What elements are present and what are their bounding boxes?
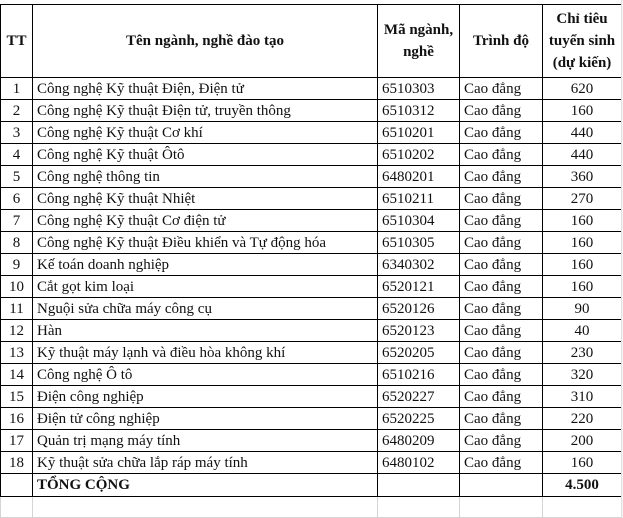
program-code-cell[interactable]: 6480209 bbox=[378, 430, 460, 452]
row-number-cell[interactable]: 3 bbox=[1, 122, 33, 144]
table-row bbox=[1, 386, 622, 408]
header-code[interactable]: Mã ngành, nghề bbox=[378, 5, 460, 78]
level-cell[interactable]: Cao đẳng bbox=[460, 276, 543, 298]
empty-cell[interactable] bbox=[543, 497, 622, 518]
table-row bbox=[1, 100, 622, 122]
program-code-cell[interactable]: 6520121 bbox=[378, 276, 460, 298]
total-label-cell[interactable]: TỔNG CỘNG bbox=[33, 474, 378, 497]
table-row bbox=[1, 210, 622, 232]
table-row bbox=[1, 364, 622, 386]
program-name-cell[interactable]: Công nghệ Ô tô bbox=[33, 364, 378, 386]
program-code-cell[interactable]: 6520126 bbox=[378, 298, 460, 320]
row-number-cell[interactable]: 8 bbox=[1, 232, 33, 254]
quota-cell[interactable]: 220 bbox=[543, 408, 622, 430]
program-name-cell[interactable]: Công nghệ Kỹ thuật Điều khiển và Tự động hóa bbox=[33, 232, 378, 254]
quota-cell[interactable]: 160 bbox=[543, 210, 622, 232]
program-code-cell[interactable]: 6510216 bbox=[378, 364, 460, 386]
quota-cell[interactable]: 90 bbox=[543, 298, 622, 320]
level-cell[interactable]: Cao đẳng bbox=[460, 144, 543, 166]
level-cell[interactable]: Cao đẳng bbox=[460, 232, 543, 254]
row-number-cell[interactable]: 7 bbox=[1, 210, 33, 232]
program-name-cell[interactable]: Công nghệ Kỹ thuật Cơ khí bbox=[33, 122, 378, 144]
row-number-cell[interactable]: 1 bbox=[1, 78, 33, 100]
quota-cell[interactable]: 230 bbox=[543, 342, 622, 364]
program-code-cell[interactable]: 6520225 bbox=[378, 408, 460, 430]
level-cell[interactable]: Cao đẳng bbox=[460, 298, 543, 320]
quota-cell[interactable]: 160 bbox=[543, 232, 622, 254]
row-number-cell[interactable]: 2 bbox=[1, 100, 33, 122]
program-name-cell[interactable]: Công nghệ thông tin bbox=[33, 166, 378, 188]
header-name[interactable]: Tên ngành, nghề đào tạo bbox=[33, 5, 378, 78]
program-name-cell[interactable]: Điện tử công nghiệp bbox=[33, 408, 378, 430]
quota-cell[interactable]: 40 bbox=[543, 320, 622, 342]
program-code-cell[interactable]: 6480102 bbox=[378, 452, 460, 474]
quota-cell[interactable]: 440 bbox=[543, 144, 622, 166]
level-cell[interactable]: Cao đẳng bbox=[460, 386, 543, 408]
level-cell[interactable]: Cao đẳng bbox=[460, 122, 543, 144]
row-number-cell[interactable]: 10 bbox=[1, 276, 33, 298]
quota-cell[interactable]: 620 bbox=[543, 78, 622, 100]
quota-cell[interactable]: 440 bbox=[543, 122, 622, 144]
empty-cell[interactable] bbox=[1, 497, 33, 518]
table-row bbox=[1, 166, 622, 188]
quota-cell[interactable]: 360 bbox=[543, 166, 622, 188]
program-code-cell[interactable]: 6510303 bbox=[378, 78, 460, 100]
row-number-cell[interactable]: 4 bbox=[1, 144, 33, 166]
header-row bbox=[1, 5, 622, 78]
table-row bbox=[1, 144, 622, 166]
header-level[interactable]: Trình độ bbox=[460, 5, 543, 78]
table-row bbox=[1, 232, 622, 254]
program-name-cell[interactable]: Điện công nghiệp bbox=[33, 386, 378, 408]
quota-cell[interactable]: 160 bbox=[543, 276, 622, 298]
empty-grid-row bbox=[0, 497, 622, 518]
level-cell[interactable]: Cao đẳng bbox=[460, 320, 543, 342]
program-code-cell[interactable]: 6480201 bbox=[378, 166, 460, 188]
program-name-cell[interactable]: Kỹ thuật máy lạnh và điều hòa không khí bbox=[33, 342, 378, 364]
header-tt[interactable]: TT bbox=[1, 5, 33, 78]
table-row bbox=[1, 452, 622, 474]
row-number-cell[interactable]: 15 bbox=[1, 386, 33, 408]
empty-cell[interactable] bbox=[33, 497, 378, 518]
row-number-cell[interactable]: 5 bbox=[1, 166, 33, 188]
level-cell[interactable]: Cao đẳng bbox=[460, 408, 543, 430]
table-row bbox=[1, 342, 622, 364]
quota-cell[interactable]: 310 bbox=[543, 386, 622, 408]
program-name-cell[interactable]: Công nghệ Kỹ thuật Cơ điện tử bbox=[33, 210, 378, 232]
quota-cell[interactable]: 320 bbox=[543, 364, 622, 386]
row-number-cell[interactable]: 9 bbox=[1, 254, 33, 276]
table-row bbox=[1, 78, 622, 100]
quota-cell[interactable]: 200 bbox=[543, 430, 622, 452]
empty-cell[interactable] bbox=[460, 497, 543, 518]
level-cell[interactable]: Cao đẳng bbox=[460, 430, 543, 452]
table-body bbox=[1, 78, 622, 474]
table-row bbox=[1, 408, 622, 430]
row-number-cell[interactable]: 18 bbox=[1, 452, 33, 474]
table-row bbox=[1, 430, 622, 452]
program-code-cell[interactable]: 6510312 bbox=[378, 100, 460, 122]
empty-cell[interactable] bbox=[378, 497, 460, 518]
program-name-cell[interactable]: Công nghệ Kỹ thuật Điện, Điện tử bbox=[33, 78, 378, 100]
level-cell[interactable]: Cao đẳng bbox=[460, 188, 543, 210]
program-code-cell[interactable]: 6510304 bbox=[378, 210, 460, 232]
program-name-cell[interactable]: Quản trị mạng máy tính bbox=[33, 430, 378, 452]
quota-cell[interactable]: 160 bbox=[543, 100, 622, 122]
row-number-cell[interactable]: 14 bbox=[1, 364, 33, 386]
row-number-cell[interactable]: 6 bbox=[1, 188, 33, 210]
program-name-cell[interactable]: Kế toán doanh nghiệp bbox=[33, 254, 378, 276]
program-code-cell[interactable]: 6340302 bbox=[378, 254, 460, 276]
empty-row bbox=[1, 497, 622, 518]
program-name-cell[interactable]: Công nghệ Kỹ thuật Nhiệt bbox=[33, 188, 378, 210]
table-row bbox=[1, 298, 622, 320]
level-cell[interactable]: Cao đẳng bbox=[460, 210, 543, 232]
program-name-cell[interactable]: Công nghệ Kỹ thuật Ôtô bbox=[33, 144, 378, 166]
quota-cell[interactable]: 160 bbox=[543, 254, 622, 276]
program-name-cell[interactable]: Hàn bbox=[33, 320, 378, 342]
row-number-cell[interactable]: 16 bbox=[1, 408, 33, 430]
table-row bbox=[1, 254, 622, 276]
row-number-cell[interactable]: 12 bbox=[1, 320, 33, 342]
enrollment-quota-table bbox=[0, 4, 622, 497]
program-code-cell[interactable]: 6510201 bbox=[378, 122, 460, 144]
total-code-cell[interactable] bbox=[378, 474, 460, 497]
level-cell[interactable]: Cao đẳng bbox=[460, 254, 543, 276]
table-row bbox=[1, 320, 622, 342]
level-cell[interactable]: Cao đẳng bbox=[460, 100, 543, 122]
program-name-cell[interactable]: Công nghệ Kỹ thuật Điện tử, truyền thông bbox=[33, 100, 378, 122]
program-name-cell[interactable]: Cắt gọt kim loại bbox=[33, 276, 378, 298]
program-code-cell[interactable]: 6510211 bbox=[378, 188, 460, 210]
program-code-cell[interactable]: 6520123 bbox=[378, 320, 460, 342]
program-code-cell[interactable]: 6510305 bbox=[378, 232, 460, 254]
row-number-cell[interactable]: 11 bbox=[1, 298, 33, 320]
total-tt-cell[interactable] bbox=[1, 474, 33, 497]
level-cell[interactable]: Cao đẳng bbox=[460, 166, 543, 188]
level-cell[interactable]: Cao đẳng bbox=[460, 364, 543, 386]
program-name-cell[interactable]: Nguội sửa chữa máy công cụ bbox=[33, 298, 378, 320]
level-cell[interactable]: Cao đẳng bbox=[460, 452, 543, 474]
row-number-cell[interactable]: 17 bbox=[1, 430, 33, 452]
quota-cell[interactable]: 160 bbox=[543, 452, 622, 474]
table-row bbox=[1, 276, 622, 298]
total-quota-cell[interactable]: 4.500 bbox=[543, 474, 622, 497]
header-quota[interactable]: Chỉ tiêu tuyển sinh (dự kiến) bbox=[543, 5, 622, 78]
total-row bbox=[1, 474, 622, 497]
program-code-cell[interactable]: 6510202 bbox=[378, 144, 460, 166]
program-code-cell[interactable]: 6520227 bbox=[378, 386, 460, 408]
program-name-cell[interactable]: Kỹ thuật sửa chữa lắp ráp máy tính bbox=[33, 452, 378, 474]
table-row bbox=[1, 122, 622, 144]
table-row bbox=[1, 188, 622, 210]
level-cell[interactable]: Cao đẳng bbox=[460, 342, 543, 364]
quota-cell[interactable]: 270 bbox=[543, 188, 622, 210]
total-level-cell[interactable] bbox=[460, 474, 543, 497]
row-number-cell[interactable]: 13 bbox=[1, 342, 33, 364]
program-code-cell[interactable]: 6520205 bbox=[378, 342, 460, 364]
level-cell[interactable]: Cao đẳng bbox=[460, 78, 543, 100]
